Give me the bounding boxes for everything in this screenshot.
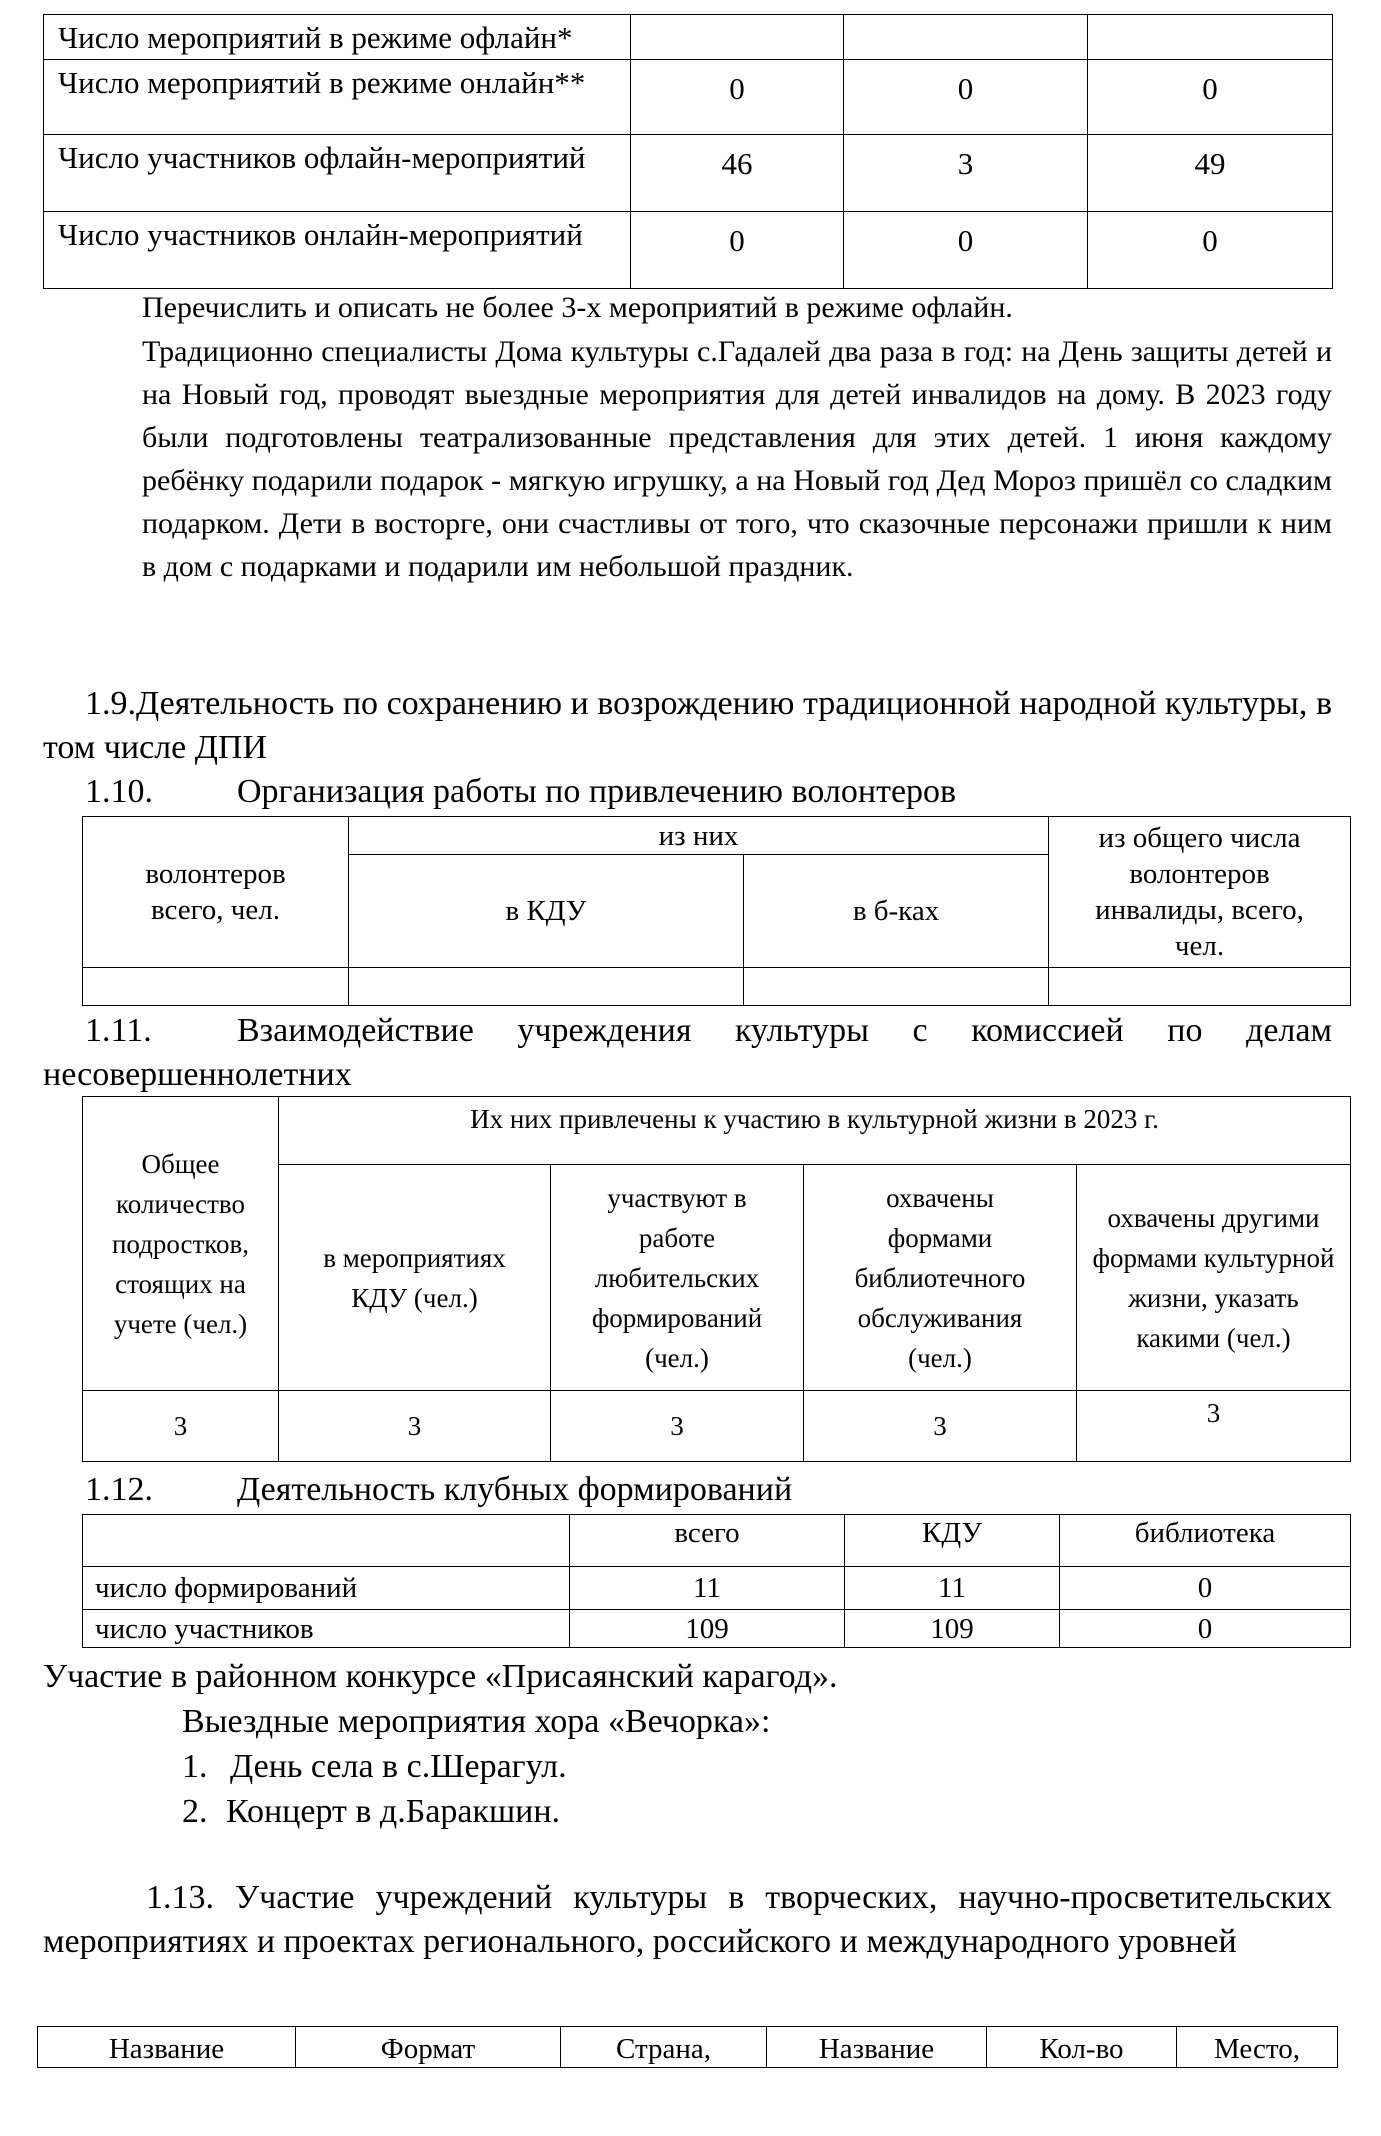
choir-intro: Выездные мероприятия хора «Вечорка»: <box>182 1703 771 1740</box>
col-header: охвачены другими формами культурной жизни, указать какими (чел.) <box>1077 1165 1351 1391</box>
club-formations-table <box>82 1514 1351 1648</box>
section-title: Деятельность по сохранению и возрождению традиционной народной культуры, в том числе ДПИ <box>43 685 1332 766</box>
table-row <box>44 135 1333 212</box>
table-row <box>83 1391 1351 1462</box>
list-text: Концерт в д.Баракшин. <box>226 1793 561 1830</box>
table-row <box>83 968 1351 1006</box>
row-label: Число мероприятий в режиме офлайн* <box>44 15 631 60</box>
list-number: 2. <box>182 1793 208 1830</box>
col-header: волонтеров всего, чел. <box>83 817 349 968</box>
table-cell: 0 <box>1088 60 1333 135</box>
table-row <box>38 2027 1338 2068</box>
col-header: в КДУ <box>349 855 744 968</box>
table-cell: 11 <box>570 1567 845 1610</box>
row-label: Число участников онлайн-мероприятий <box>44 212 631 289</box>
table-cell <box>349 968 744 1006</box>
section-number: 1.9. <box>85 685 136 722</box>
col-header: из общего числа волонтеров инвалиды, всего, чел. <box>1049 817 1351 968</box>
contest-text: Участие в районном конкурсе «Присаянский карагод». <box>43 1658 838 1695</box>
col-header <box>83 1515 570 1567</box>
col-header: участвуют в работе любительских формирований (чел.) <box>551 1165 804 1391</box>
table-cell: 46 <box>631 135 844 212</box>
col-header: КДУ <box>845 1515 1060 1567</box>
section-1-12-number: 1.12. <box>85 1471 153 1508</box>
col-header: Формат <box>296 2027 561 2068</box>
list-text: День села в с.Шерагул. <box>230 1748 567 1785</box>
table-cell: 0 <box>1060 1567 1351 1610</box>
table-row <box>83 1610 1351 1648</box>
table-cell: 0 <box>1060 1610 1351 1648</box>
table-cell: 0 <box>844 212 1088 289</box>
section-1-11-number: 1.11. <box>85 1012 152 1049</box>
row-label: Число мероприятий в режиме онлайн** <box>44 60 631 135</box>
table-cell <box>844 15 1088 60</box>
col-header: Общее количество подростков, стоящих на учете (чел.) <box>83 1097 279 1391</box>
table-row <box>44 60 1333 135</box>
col-header: всего <box>570 1515 845 1567</box>
list-number: 1. <box>182 1748 208 1785</box>
col-header: Кол-во <box>987 2027 1177 2068</box>
table-cell: 0 <box>844 60 1088 135</box>
col-header: охвачены формами библиотечного обслуживания (чел.) <box>804 1165 1077 1391</box>
group-header: Их них привлечены к участию в культурной жизни в 2023 г. <box>279 1097 1351 1165</box>
section-title: Участие учреждений культуры в творческих, научно-просветительских мероприятиях и проектах регионального, российского и международного уровней <box>43 1879 1332 1960</box>
minors-table <box>82 1096 1351 1462</box>
table-cell: 3 <box>844 135 1088 212</box>
col-header: в мероприятиях КДУ (чел.) <box>279 1165 551 1391</box>
table-row <box>44 212 1333 289</box>
volunteers-table <box>82 816 1351 1006</box>
row-label: число участников <box>83 1610 570 1648</box>
events-table <box>43 14 1333 289</box>
col-header: Название <box>767 2027 987 2068</box>
table-row <box>83 1567 1351 1610</box>
list-item <box>182 1790 560 1834</box>
col-header: библиотека <box>1060 1515 1351 1567</box>
table-cell <box>83 968 349 1006</box>
table-cell: 49 <box>1088 135 1333 212</box>
section-number: 1.13. <box>146 1879 214 1916</box>
table-cell: 3 <box>551 1391 804 1462</box>
list-item <box>182 1745 567 1789</box>
table-cell: 3 <box>804 1391 1077 1462</box>
section-1-10-number: 1.10. <box>85 773 153 810</box>
table-cell: 109 <box>845 1610 1060 1648</box>
table-cell <box>1049 968 1351 1006</box>
table-cell <box>631 15 844 60</box>
section-1-11-title: Взаимодействие учреждения культуры с комиссией по делам несовершеннолетних <box>43 1012 1332 1093</box>
table-cell: 3 <box>1077 1391 1351 1462</box>
col-header: в б-ках <box>744 855 1049 968</box>
table-cell: 3 <box>279 1391 551 1462</box>
section-1-9-heading <box>43 682 1332 770</box>
table-row <box>83 817 1351 855</box>
section-1-13-heading <box>43 1876 1332 1964</box>
table-row <box>83 1515 1351 1567</box>
col-header: Название <box>38 2027 296 2068</box>
offline-description: Традиционно специалисты Дома культуры с.Гадалей два раза в год: на День защиты детей и на Новый год, проводят выездные мероприятия для детей инвалидов на дому. В 2023 году были подготовлены театрализованные представления для этих детей. 1 июня каждому ребёнку подарили подарок - мягкую игрушку, а на Новый год Дед Мороз пришёл со сладким подарком. Дети в восторге, они счастливы от того, что сказочные персонажи пришли к ним в дом с подарками и подарили им небольшой праздник. <box>142 335 1332 583</box>
table-cell: 3 <box>83 1391 279 1462</box>
table-cell: 11 <box>845 1567 1060 1610</box>
table-cell: 109 <box>570 1610 845 1648</box>
table-cell <box>1088 15 1333 60</box>
table-cell: 0 <box>1088 212 1333 289</box>
group-header: из них <box>349 817 1049 855</box>
table-row <box>83 1097 1351 1165</box>
offline-intro: Перечислить и описать не более 3-х мероприятий в режиме офлайн. <box>142 291 1013 324</box>
row-label: Число участников офлайн-мероприятий <box>44 135 631 212</box>
table-cell <box>744 968 1049 1006</box>
col-header: Страна, <box>561 2027 767 2068</box>
table-cell: 0 <box>631 212 844 289</box>
table-row <box>44 15 1333 60</box>
section-1-12-title: Деятельность клубных формирований <box>237 1471 793 1508</box>
row-label: число формирований <box>83 1567 570 1610</box>
table-cell: 0 <box>631 60 844 135</box>
col-header: Место, <box>1177 2027 1338 2068</box>
section-1-10-title: Организация работы по привлечению волонтеров <box>237 773 957 810</box>
participation-table <box>37 2026 1338 2068</box>
